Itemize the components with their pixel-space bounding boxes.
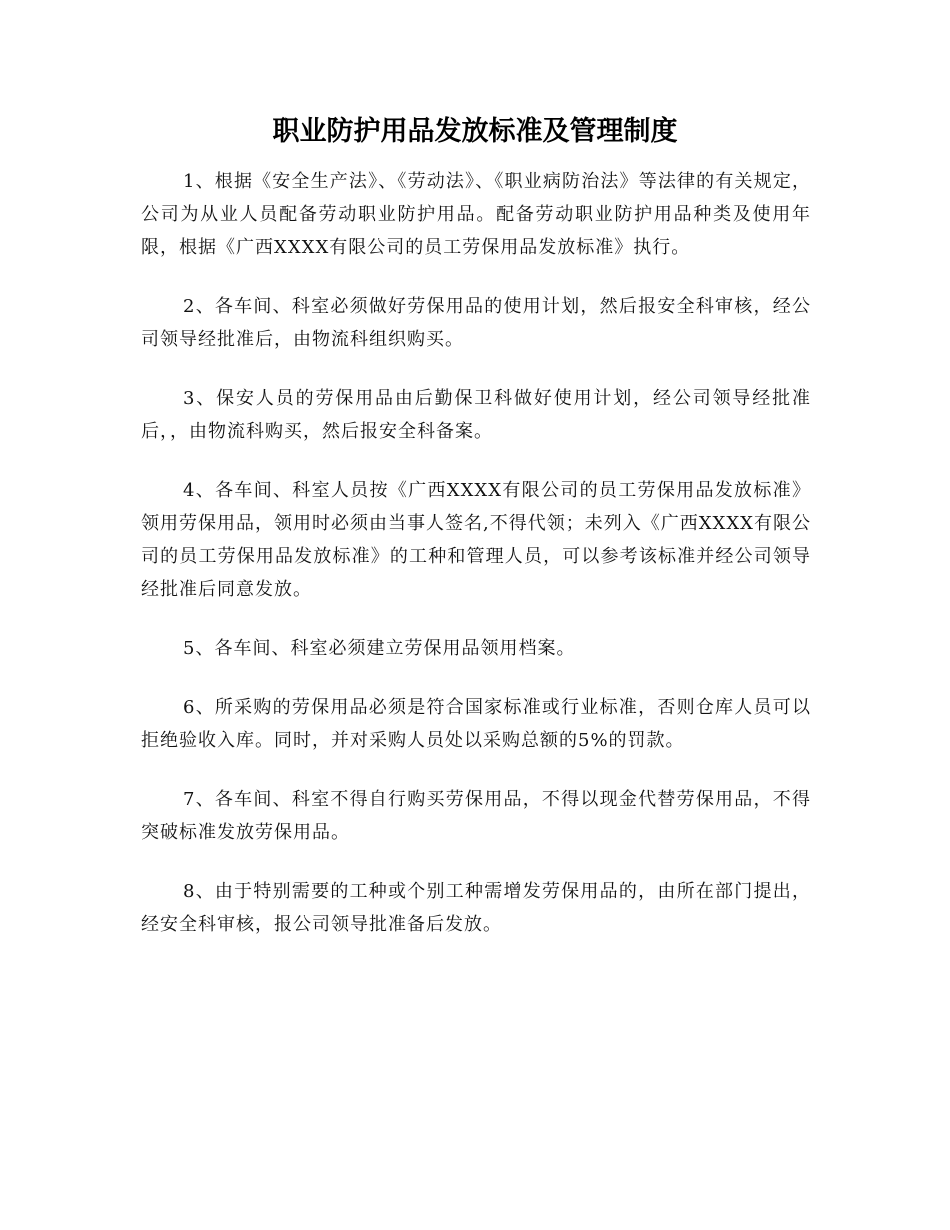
paragraph-3: 3、保安人员的劳保用品由后勤保卫科做好使用计划，经公司领导经批准后，，由物流科购买，然后报安全科备案。	[141, 388, 811, 442]
paragraph-6: 6、所采购的劳保用品必须是符合国家标准或行业标准，否则仓库人员可以拒绝验收入库。同时，并对采购人员处以采购总额的5%的罚款。	[141, 697, 811, 751]
paragraph-7: 7、各车间、科室不得自行购买劳保用品，不得以现金代替劳保用品，不得突破标准发放劳保用品。	[141, 789, 811, 843]
paragraph-4: 4、各车间、科室人员按《广西XXXX有限公司的员工劳保用品发放标准》领用劳保用品，领用时必须由当事人签名,不得代领；未列入《广西XXXX有限公司的员工劳保用品发放标准》的工种和管理人员，可以参考该标准并经公司领导经批准后同意发放。	[141, 480, 811, 600]
paragraph-8: 8、由于特别需要的工种或个别工种需增发劳保用品的，由所在部门提出，经安全科审核，报公司领导批准备后发放。	[141, 881, 811, 935]
document-title: 职业防护用品发放标准及管理制度	[272, 116, 678, 147]
document-body	[141, 165, 811, 967]
paragraph-5: 5、各车间、科室必须建立劳保用品领用档案。	[183, 638, 576, 659]
paragraph-1: 1、根据《安全生产法》、《劳动法》、《职业病防治法》等法律的有关规定，公司为从业人员配备劳动职业防护用品。配备劳动职业防护用品种类及使用年限，根据《广西XXXX有限公司的员工劳保用品发放标准》执行。	[141, 171, 811, 258]
paragraph-2: 2、各车间、科室必须做好劳保用品的使用计划，然后报安全科审核，经公司领导经批准后，由物流科组织购买。	[141, 296, 811, 350]
